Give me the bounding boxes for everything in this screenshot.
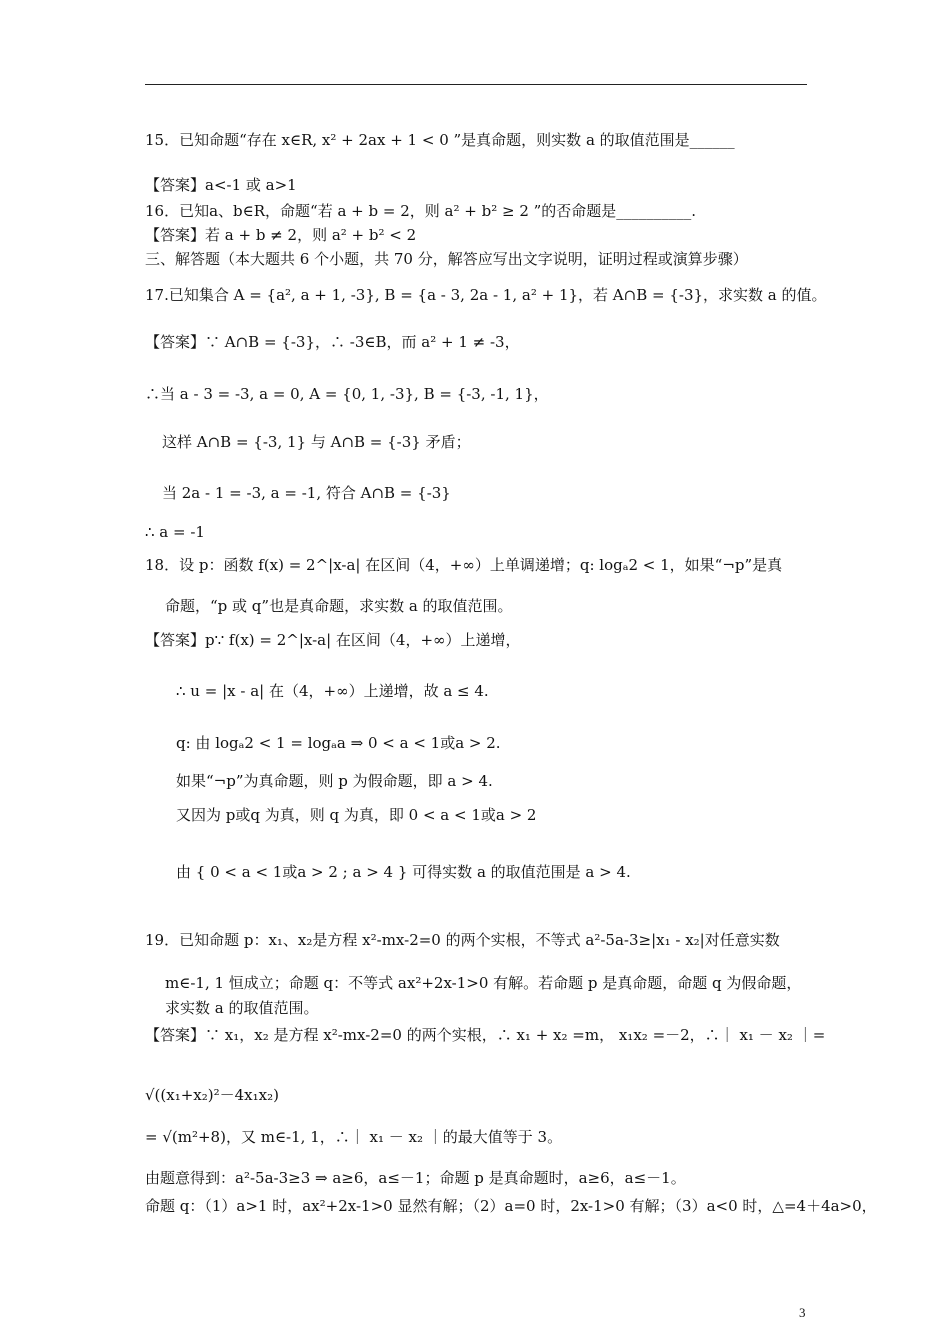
text-line-sec3: 三、解答题（本大题共 6 个小题，共 70 分，解答应写出文字说明，证明过程或演算步骤）: [145, 250, 748, 268]
text-line-a15: 【答案】a<-1 或 a>1: [145, 176, 297, 194]
text-line-a18_2: ∴ u = |x - a| 在（4，+∞）上递增，故 a ≤ 4.: [176, 682, 489, 700]
text-line-a17_3: 这样 A∩B = {-3, 1} 与 A∩B = {-3} 矛盾；: [162, 433, 471, 451]
text-line-q16: 16．已知a、b∈R，命题“若 a + b = 2，则 a² + b² ≥ 2 ”的否命题是__________.: [145, 202, 697, 220]
text-line-a17_5: ∴ a = -1: [145, 523, 205, 541]
text-line-a18_6: 由 { 0 < a < 1或a > 2 ; a > 4 } 可得实数 a 的取值范围是 a > 4.: [176, 863, 631, 881]
text-line-a18_4: 如果“¬p”为真命题，则 p 为假命题，即 a > 4.: [176, 772, 493, 790]
text-line-q15: 15．已知命题“存在 x∈R, x² + 2ax + 1 < 0 ”是真命题，则实数 a 的取值范围是______: [145, 131, 735, 149]
page-number: 3: [799, 1305, 806, 1320]
text-line-a18_1: 【答案】p∵ f(x) = 2^|x-a| 在区间（4，+∞）上递增，: [145, 631, 521, 649]
text-line-a16: 【答案】若 a + b ≠ 2，则 a² + b² < 2: [145, 226, 417, 244]
text-line-a17_4: 当 2a - 1 = -3, a = -1, 符合 A∩B = {-3}: [162, 484, 451, 502]
text-line-a19_1: 【答案】∵ x₁，x₂ 是方程 x²-mx-2=0 的两个实根，∴ x₁ + x₂ =m， x₁x₂ =－2，∴｜ x₁ － x₂ ｜=: [145, 1026, 826, 1044]
text-line-q18_1: 18．设 p：函数 f(x) = 2^|x-a| 在区间（4，+∞）上单调递增；q: logₐ2 < 1，如果“¬p”是真: [145, 556, 783, 574]
text-line-a17_1: 【答案】∵ A∩B = {-3}，∴ -3∈B，而 a² + 1 ≠ -3，: [145, 333, 520, 351]
text-line-a19_2: √((x₁+x₂)²－4x₁x₂): [145, 1086, 279, 1104]
text-line-q18_2: 命题，“p 或 q”也是真命题，求实数 a 的取值范围。: [165, 597, 513, 615]
text-line-a19_3: = √(m²+8)，又 m∈-1, 1，∴｜ x₁ － x₂ ｜的最大值等于 3。: [145, 1128, 563, 1146]
text-line-a18_5: 又因为 p或q 为真，则 q 为真，即 0 < a < 1或a > 2: [176, 806, 537, 824]
text-line-q19_1: 19．已知命题 p：x₁、x₂是方程 x²-mx-2=0 的两个实根，不等式 a²-5a-3≥|x₁ - x₂|对任意实数: [145, 931, 780, 949]
text-line-a19_4: 由题意得到：a²-5a-3≥3 ⇒ a≥6，a≤－1；命题 p 是真命题时，a≥6，a≤－1。: [145, 1169, 686, 1187]
header-rule: [145, 84, 807, 85]
text-line-a19_5: 命题 q：（1）a>1 时，ax²+2x-1>0 显然有解；（2）a=0 时，2x-1>0 有解；（3）a<0 时，△=4＋4a>0，: [145, 1197, 877, 1215]
text-line-a17_2: ∴当 a - 3 = -3, a = 0, A = {0, 1, -3}, B = {-3, -1, 1}，: [145, 385, 549, 403]
text-line-q19_3: 求实数 a 的取值范围。: [165, 999, 319, 1017]
text-line-a18_3: q: 由 logₐ2 < 1 = logₐa ⇒ 0 < a < 1或a > 2.: [176, 734, 501, 752]
text-line-q17: 17.已知集合 A = {a², a + 1, -3}, B = {a - 3, 2a - 1, a² + 1}，若 A∩B = {-3}，求实数 a 的值。: [145, 286, 827, 304]
text-line-q19_2: m∈-1, 1 恒成立；命题 q：不等式 ax²+2x-1>0 有解。若命题 p 是真命题，命题 q 为假命题，: [165, 974, 802, 992]
